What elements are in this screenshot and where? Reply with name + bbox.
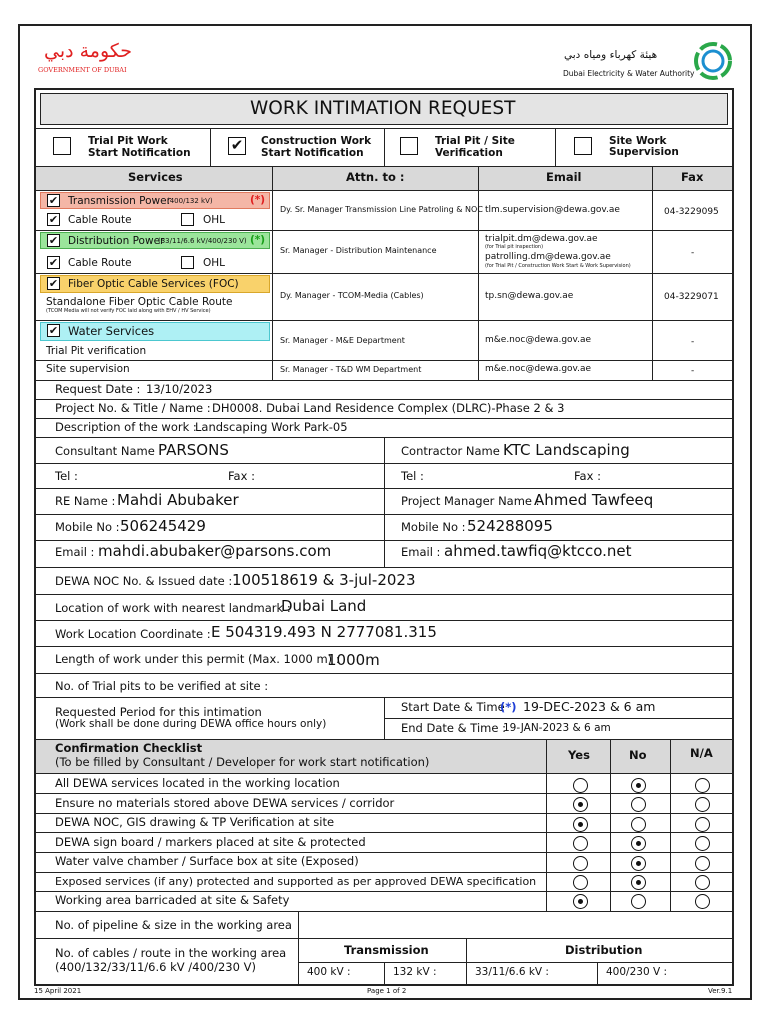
location-value: Dubai Land — [281, 597, 367, 615]
trial-pits-label: No. of Trial pits to be verified at site : — [55, 679, 269, 693]
trial-pit-site-checkbox[interactable] — [400, 137, 418, 155]
water-fax2: - — [691, 366, 695, 376]
cables-label: No. of cables / route in the working area — [55, 946, 287, 960]
pipeline-label: No. of pipeline & size in the working area — [55, 918, 292, 932]
construction-work-label2: Start Notification — [261, 147, 364, 159]
pm-email-value: ahmed.tawfiq@ktcco.net — [444, 542, 632, 560]
trial-pit-work-label1: Trial Pit Work — [88, 135, 168, 147]
pm-email-label: Email : — [401, 545, 441, 559]
site-work-label1: Site Work — [609, 135, 667, 147]
fiber-sub: Standalone Fiber Optic Cable Route — [46, 296, 233, 308]
water-attn2: Sr. Manager - T&D WM Department — [280, 365, 422, 374]
cables-sub: (400/132/33/11/6.6 kV /400/230 V) — [55, 960, 256, 974]
attn-header: Attn. to : — [346, 170, 405, 184]
distribution-email1: trialpit.dm@dewa.gov.ae — [485, 234, 598, 244]
transmission-attn: Dy. Sr. Manager Transmission Line Patroling & NOC — [280, 205, 483, 214]
footer-date: 15 April 2021 — [34, 987, 82, 995]
distribution-email1-note: (for Trial pit inspection) — [485, 244, 544, 250]
distribution-label: Distribution Power — [68, 235, 165, 247]
fiber-checkbox[interactable]: ✔ — [48, 277, 59, 290]
checklist-item-7: Working area barricaded at site & Safety — [55, 893, 290, 907]
checklist-item-3: DEWA NOC, GIS drawing & TP Verification at site — [55, 815, 335, 829]
checklist-item-3-na-radio[interactable] — [695, 817, 710, 832]
transmission-fax: 04-3229095 — [664, 207, 719, 217]
gov-dubai-english: GOVERNMENT OF DUBAI — [38, 66, 127, 74]
transmission-ohl-checkbox[interactable] — [181, 213, 194, 226]
fax-header: Fax — [681, 170, 704, 184]
dewa-english: Dubai Electricity & Water Authority — [563, 69, 695, 78]
site-work-checkbox[interactable] — [574, 137, 592, 155]
distribution-fax: - — [691, 248, 695, 258]
services-header: Services — [128, 170, 183, 184]
trial-pit-work-label2: Start Notification — [88, 147, 191, 159]
checklist-item-4-no-radio[interactable] — [631, 836, 646, 851]
pm-mobile-value: 524288095 — [467, 517, 553, 535]
distribution-cable-route-label: Cable Route — [68, 257, 132, 269]
length-value: 1000m — [327, 651, 380, 669]
checklist-col-na: N/A — [690, 746, 713, 760]
fiber-note: (TCOM Media will not verify FOC laid along with EHV / HV Service) — [46, 308, 211, 314]
fiber-attn: Dy. Manager - TCOM-Media (Cables) — [280, 291, 424, 300]
project-label: Project No. & Title / Name : — [55, 401, 211, 415]
checklist-item-5-yes-radio[interactable] — [573, 856, 588, 871]
transmission-checkbox[interactable]: ✔ — [48, 194, 59, 207]
cables-132kv-label: 132 kV : — [393, 966, 437, 978]
transmission-cable-route-checkbox[interactable]: ✔ — [48, 213, 59, 226]
water-row2: Site supervision — [46, 363, 130, 375]
cables-400v-label: 400/230 V : — [606, 966, 668, 978]
trial-pit-work-checkbox[interactable] — [53, 137, 71, 155]
email-header: Email — [546, 170, 582, 184]
transmission-col-header: Transmission — [344, 943, 429, 957]
checklist-item-6-no-radio[interactable] — [631, 875, 646, 890]
form-title: WORK INTIMATION REQUEST — [250, 98, 516, 119]
location-label: Location of work with nearest landmark : — [55, 601, 291, 615]
checklist-item-4-yes-radio[interactable] — [573, 836, 588, 851]
checklist-item-1-na-radio[interactable] — [695, 778, 710, 793]
checklist-col-yes: Yes — [568, 748, 590, 762]
distribution-email2-note: (for Trial Pit / Construction Work Start & Work Supervision) — [485, 263, 631, 269]
checklist-item-1-yes-radio[interactable] — [573, 778, 588, 793]
water-attn1: Sr. Manager - M&E Department — [280, 336, 405, 345]
checklist-item-5-no-radio[interactable] — [631, 856, 646, 871]
transmission-ohl-label: OHL — [203, 214, 226, 226]
consultant-value: PARSONS — [158, 441, 229, 459]
checklist-item-2-na-radio[interactable] — [695, 797, 710, 812]
transmission-marker: (*) — [250, 194, 266, 206]
footer-version: Ver.9.1 — [708, 987, 733, 995]
checklist-title: Confirmation Checklist — [55, 741, 203, 755]
water-email2: m&e.noc@dewa.gov.ae — [485, 364, 592, 374]
description-label: Description of the work : — [55, 420, 197, 434]
checklist-item-4-na-radio[interactable] — [695, 836, 710, 851]
transmission-cable-route-label: Cable Route — [68, 214, 132, 226]
checklist-col-no: No — [629, 748, 647, 762]
checklist-item-3-no-radio[interactable] — [631, 817, 646, 832]
distribution-checkbox[interactable]: ✔ — [48, 234, 59, 247]
consultant-label: Consultant Name : — [55, 444, 163, 458]
gov-dubai-arabic: حكومة دبي — [44, 40, 133, 62]
checklist-item-1: All DEWA services located in the working location — [55, 776, 340, 790]
checklist-item-6: Exposed services (if any) protected and supported as per approved DEWA specification — [55, 875, 537, 888]
trial-pit-site-label2: Verification — [435, 147, 503, 159]
distribution-email2: patrolling.dm@dewa.gov.ae — [485, 252, 611, 262]
dewa-arabic: هيئة كهرباء ومياه دبي — [564, 49, 658, 61]
distribution-spec: (33/11/6.6 kV/400/230 V) — [158, 237, 247, 245]
length-label: Length of work under this permit (Max. 1000 m) : — [55, 652, 340, 666]
fiber-label: Fiber Optic Cable Services (FOC) — [68, 278, 239, 290]
checklist-item-5: Water valve chamber / Surface box at site (Exposed) — [55, 854, 359, 868]
checklist-item-7-no-radio[interactable] — [631, 894, 646, 909]
contractor-tel-label: Tel : — [401, 469, 424, 483]
water-checkbox[interactable]: ✔ — [48, 324, 59, 337]
water-label: Water Services — [68, 324, 155, 338]
checklist-item-2: Ensure no materials stored above DEWA services / corridor — [55, 796, 395, 810]
checklist-subtitle: (To be filled by Consultant / Developer for work start notification) — [55, 755, 430, 769]
distribution-col-header: Distribution — [565, 943, 643, 957]
distribution-cable-route-checkbox[interactable]: ✔ — [48, 256, 59, 269]
contractor-label: Contractor Name : — [401, 444, 508, 458]
distribution-ohl-label: OHL — [203, 257, 226, 269]
period-label: Requested Period for this intimation — [55, 705, 262, 719]
checklist-item-6-yes-radio[interactable] — [573, 875, 588, 890]
contractor-value: KTC Landscaping — [503, 441, 630, 459]
site-work-label2: Supervision — [609, 146, 679, 158]
consultant-fax-label: Fax : — [228, 469, 255, 483]
project-value: DH0008. Dubai Land Residence Complex (DLRC)-Phase 2 & 3 — [212, 401, 565, 415]
start-label: Start Date & Time — [401, 700, 505, 714]
pm-value: Ahmed Tawfeeq — [534, 491, 654, 509]
fiber-fax: 04-3229071 — [664, 292, 719, 302]
water-fax1: - — [691, 337, 695, 347]
checklist-item-6-na-radio[interactable] — [695, 875, 710, 890]
end-value: 19-JAN-2023 & 6 am — [503, 722, 611, 734]
checklist-item-2-no-radio[interactable] — [631, 797, 646, 812]
cables-33kv-label: 33/11/6.6 kV : — [475, 966, 549, 978]
checklist-item-4: DEWA sign board / markers placed at site & protected — [55, 835, 366, 849]
footer-page: Page 1 of 2 — [367, 987, 407, 995]
water-row1: Trial Pit verification — [46, 345, 147, 357]
trial-pit-site-label1: Trial Pit / Site — [435, 135, 515, 147]
re-name-value: Mahdi Abubaker — [117, 491, 239, 509]
checklist-item-7-yes-radio[interactable] — [573, 894, 588, 909]
transmission-spec: (400/132 kV) — [167, 197, 213, 205]
contractor-fax-label: Fax : — [574, 469, 601, 483]
fiber-email: tp.sn@dewa.gov.ae — [485, 291, 574, 301]
re-mobile-label: Mobile No : — [55, 520, 120, 534]
checklist-item-7-na-radio[interactable] — [695, 894, 710, 909]
transmission-label: Transmission Power — [68, 195, 171, 207]
coord-value: E 504319.493 N 2777081.315 — [211, 623, 437, 641]
re-email-label: Email : — [55, 545, 95, 559]
re-mobile-value: 506245429 — [120, 517, 206, 535]
distribution-ohl-checkbox[interactable] — [181, 256, 194, 269]
description-value: Landscaping Work Park-05 — [195, 420, 348, 434]
dewa-emblem-icon — [692, 40, 734, 82]
period-note: (Work shall be done during DEWA office hours only) — [55, 718, 327, 730]
transmission-email: tlm.supervision@dewa.gov.ae — [485, 205, 620, 215]
start-value: 19-DEC-2023 & 6 am — [523, 699, 656, 714]
pm-label: Project Manager Name : — [401, 494, 540, 508]
request-date-label: Request Date : — [55, 382, 141, 396]
water-email1: m&e.noc@dewa.gov.ae — [485, 335, 592, 345]
checklist-item-2-yes-radio[interactable] — [573, 797, 588, 812]
construction-work-checkbox[interactable]: ✔ — [228, 137, 246, 155]
cables-400kv-label: 400 kV : — [307, 966, 351, 978]
coord-label: Work Location Coordinate : — [55, 627, 211, 641]
dewa-logo — [560, 40, 740, 84]
re-name-label: RE Name : — [55, 494, 116, 508]
checklist-item-5-na-radio[interactable] — [695, 856, 710, 871]
checklist-item-1-no-radio[interactable] — [631, 778, 646, 793]
consultant-tel-label: Tel : — [55, 469, 78, 483]
checklist-item-3-yes-radio[interactable] — [573, 817, 588, 832]
pm-mobile-label: Mobile No : — [401, 520, 466, 534]
end-label: End Date & Time : — [401, 721, 506, 735]
start-marker: (*) — [500, 700, 517, 714]
noc-value: 100518619 & 3-jul-2023 — [232, 571, 416, 589]
re-email-value: mahdi.abubaker@parsons.com — [98, 542, 332, 560]
noc-label: DEWA NOC No. & Issued date : — [55, 574, 233, 588]
request-date-value: 13/10/2023 — [146, 382, 213, 396]
gov-dubai-logo — [38, 38, 133, 78]
construction-work-label1: Construction Work — [261, 135, 372, 147]
distribution-attn: Sr. Manager - Distribution Maintenance — [280, 246, 437, 255]
distribution-marker: (*) — [250, 234, 266, 246]
